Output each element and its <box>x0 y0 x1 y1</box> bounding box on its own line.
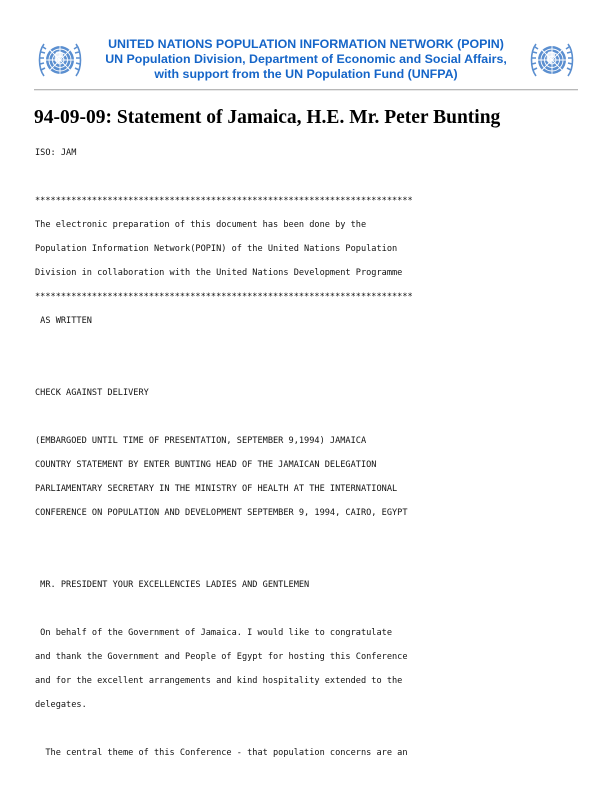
notice-line: The electronic preparation of this document has been done by the <box>35 220 367 230</box>
paragraph-line: The central theme of this Conference - that population concerns are an <box>35 748 408 758</box>
salutation: MR. PRESIDENT YOUR EXCELLENCIES LADIES AND GENTLEMEN <box>35 580 310 590</box>
un-emblem-icon <box>528 38 576 82</box>
paragraph-line: On behalf of the Government of Jamaica. I would like to congratulate <box>35 628 392 638</box>
paragraph-line: and thank the Government and People of Egypt for hosting this Conference <box>35 652 408 662</box>
separator-bottom: ************************************************************************* <box>35 292 413 302</box>
separator-top: ************************************************************************* <box>35 196 413 206</box>
embargo-line: CONFERENCE ON POPULATION AND DEVELOPMENT SEPTEMBER 9, 1994, CAIRO, EGYPT <box>35 508 408 518</box>
check-delivery-note: CHECK AGAINST DELIVERY <box>35 388 149 398</box>
embargo-line: PARLIAMENTARY SECRETARY IN THE MINISTRY OF HEALTH AT THE INTERNATIONAL <box>35 484 398 494</box>
embargo-line: (EMBARGOED UNTIL TIME OF PRESENTATION, SEPTEMBER 9,1994) JAMAICA <box>35 436 367 446</box>
paragraph-line: delegates. <box>35 700 87 710</box>
notice-line: Population Information Network(POPIN) of the United Nations Population <box>35 244 398 254</box>
iso-code: ISO: JAM <box>35 148 77 158</box>
page-title: 94-09-09: Statement of Jamaica, H.E. Mr. Peter Bunting <box>34 107 501 128</box>
notice-line: Division in collaboration with the United Nations Development Programme <box>35 268 403 278</box>
header-divider <box>34 89 578 91</box>
popin-header <box>0 0 612 92</box>
header-line-3: with support from the UN Population Fund (UNFPA) <box>154 67 458 81</box>
un-emblem-icon <box>36 38 84 82</box>
header-line-2: UN Population Division, Department of Economic and Social Affairs, <box>105 52 507 66</box>
header-line-1: UNITED NATIONS POPULATION INFORMATION NETWORK (POPIN) <box>108 37 504 51</box>
popin-header-text <box>88 37 524 82</box>
as-written-note: AS WRITTEN <box>35 316 92 326</box>
paragraph-line: and for the excellent arrangements and kind hospitality extended to the <box>35 676 403 686</box>
embargo-line: COUNTRY STATEMENT BY ENTER BUNTING HEAD OF THE JAMAICAN DELEGATION <box>35 460 377 470</box>
